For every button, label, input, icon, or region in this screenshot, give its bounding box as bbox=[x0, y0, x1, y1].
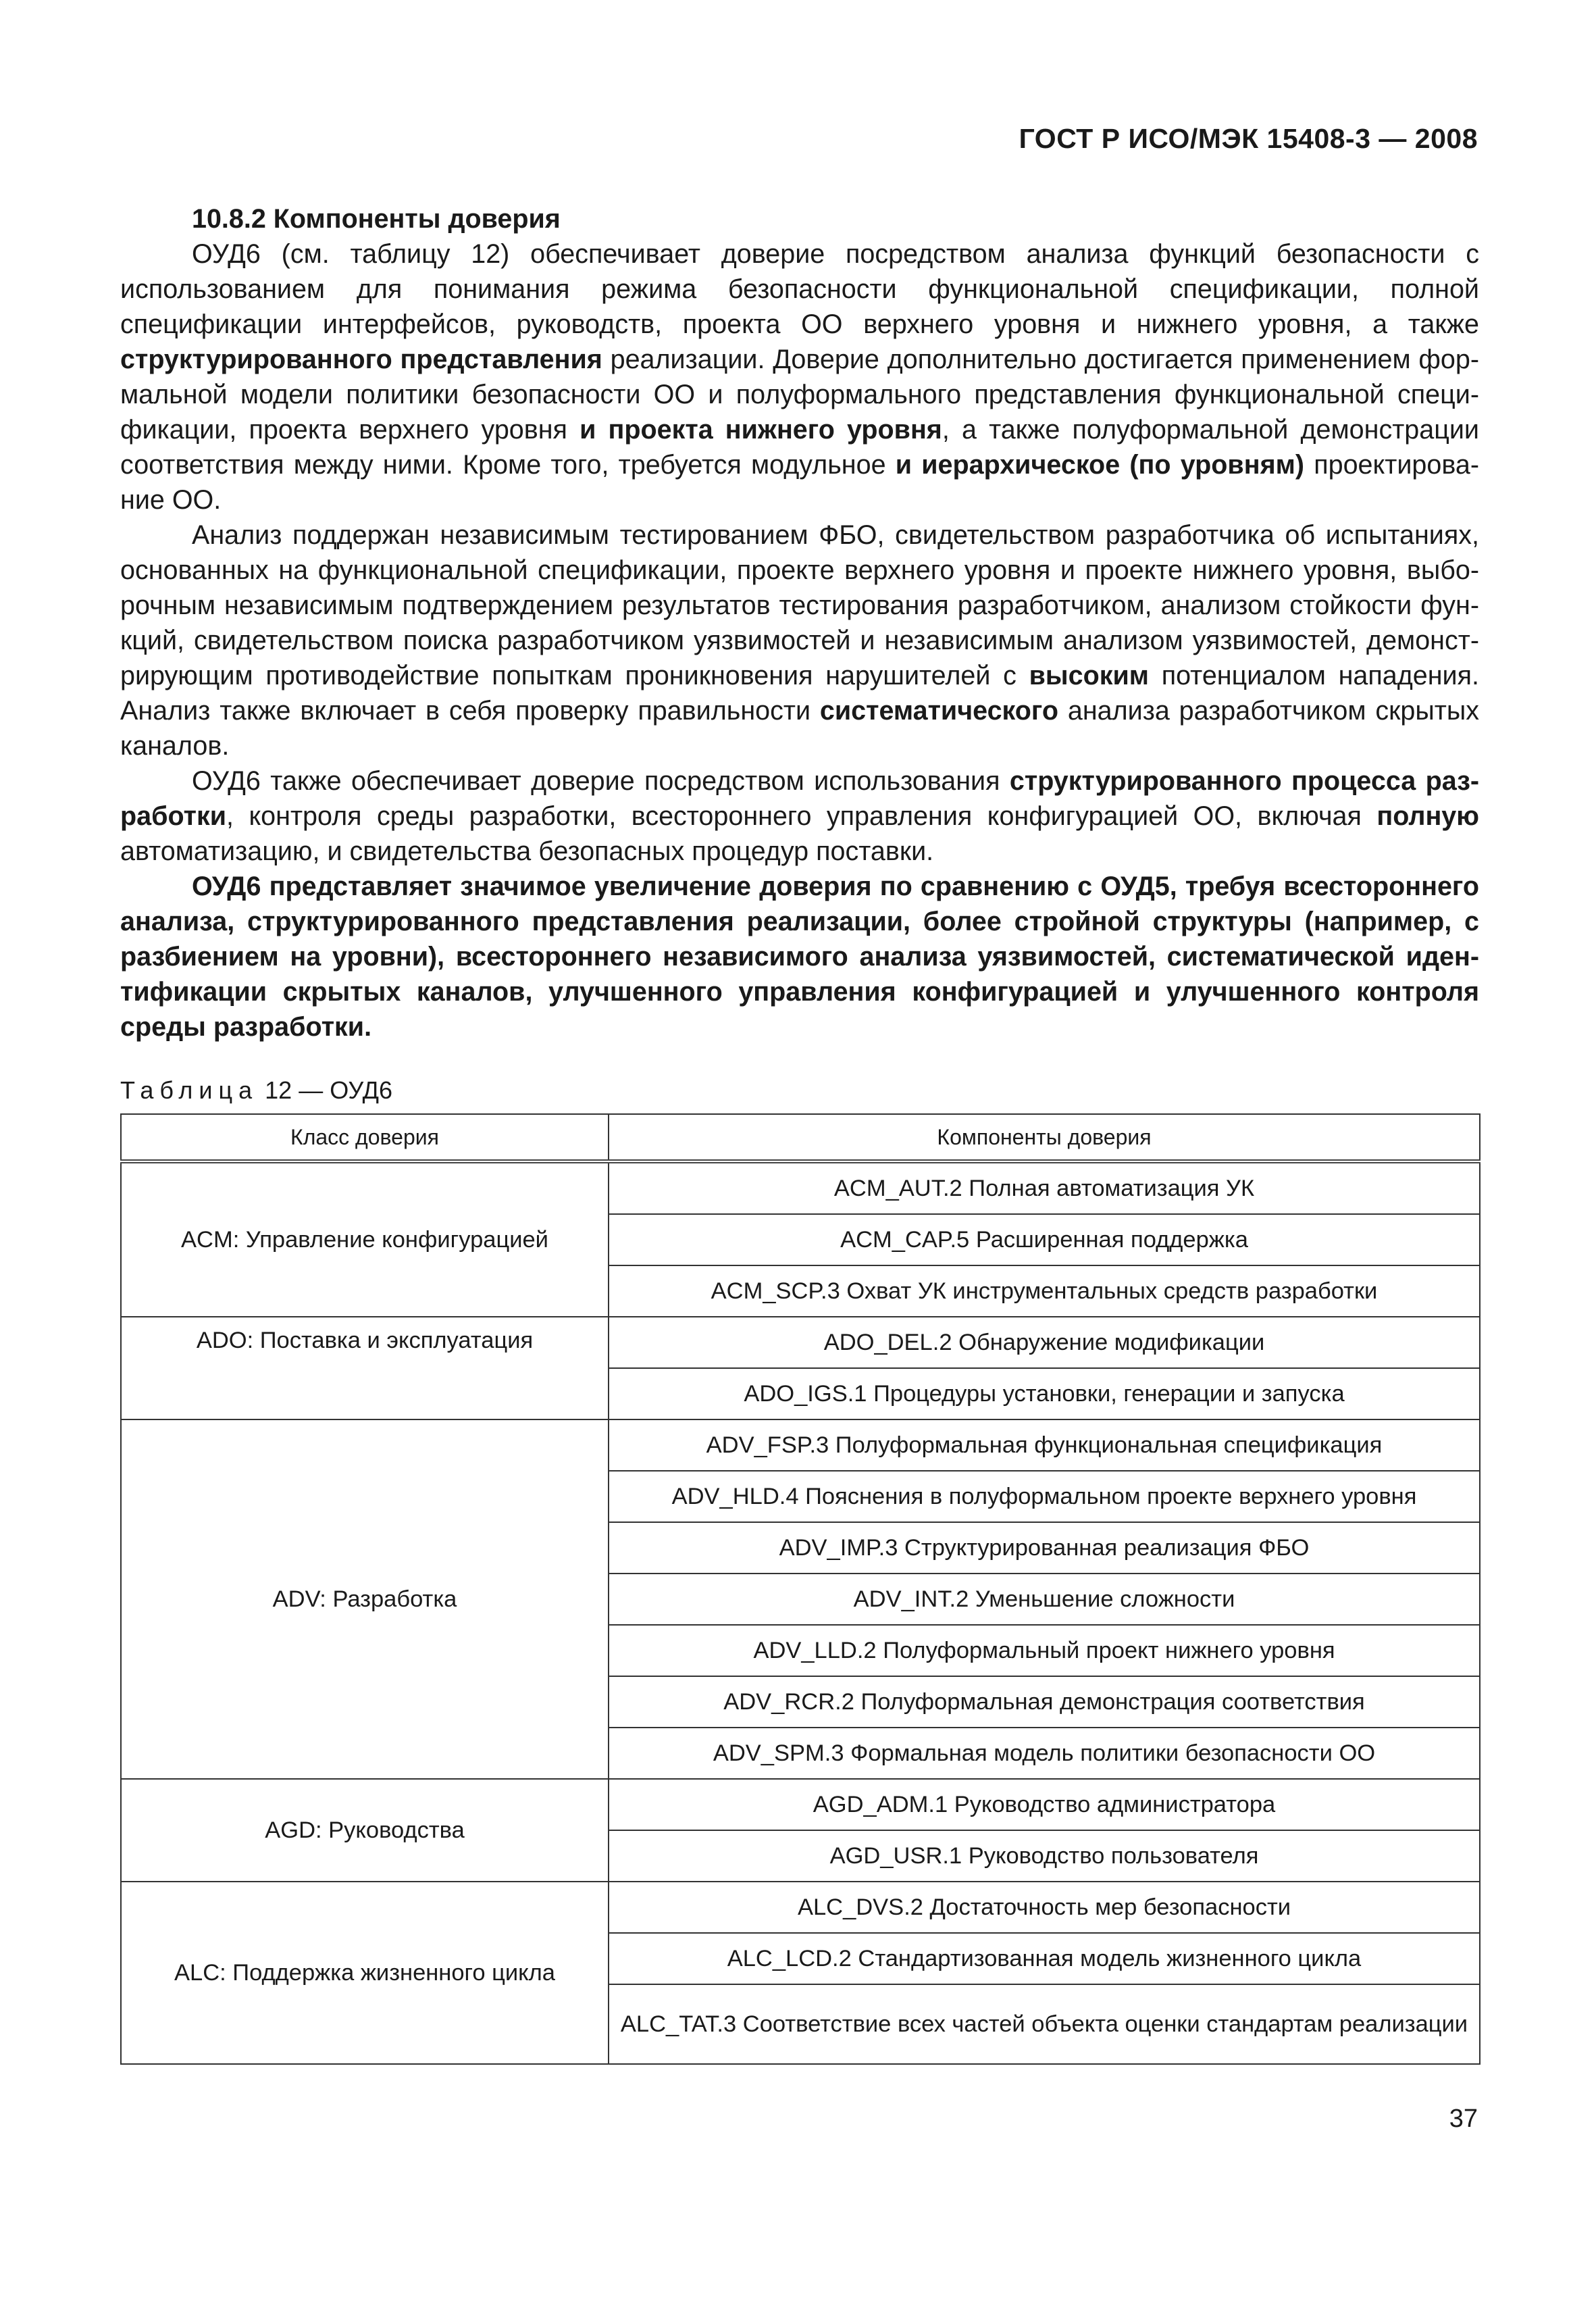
assurance-component-cell: ADV_INT.2 Уменьшение сложности bbox=[609, 1574, 1480, 1625]
table-row bbox=[121, 1161, 1480, 1214]
running-header: ГОСТ Р ИСО/МЭК 15408-3 — 2008 bbox=[1019, 123, 1478, 154]
assurance-components-table bbox=[120, 1113, 1481, 2065]
assurance-class-cell: AGD: Руководства bbox=[121, 1779, 609, 1882]
assurance-component-cell: ADV_LLD.2 Полуформальный проект нижнего уровня bbox=[609, 1625, 1480, 1676]
paragraph-4: ОУД6 представляет значимое увеличение доверия по сравнению с ОУД5, требуя всестороннего анализа, структурированного представления реализации, более стройной структуры (например, с разбиением на уровни), всестороннего независимого анализа уязвимостей, систематической идентификации скрытых каналов, улучшенного управления конфигурацией и улучшенного контроля среды разработки. bbox=[120, 872, 1479, 1042]
text-run: , а также полуформальной демонстрации соответствия между ними. Кроме того, требуется модульное bbox=[120, 415, 1479, 480]
table-caption-word: Таблица bbox=[120, 1076, 259, 1104]
assurance-component-cell: ADO_IGS.1 Процедуры установки, генерации и запуска bbox=[609, 1368, 1480, 1419]
text-run: ОУД6 также обеспечивает доверие посредством использования bbox=[192, 766, 1010, 796]
text-run: потенциалом нападения. Анализ также включает в себя проверку правильности bbox=[120, 661, 1479, 726]
table-header-row bbox=[121, 1114, 1480, 1161]
assurance-component-cell: ALC_DVS.2 Достаточность мер безопасности bbox=[609, 1882, 1480, 1933]
assurance-component-cell: ADV_RCR.2 Полуформальная демонстрация соответствия bbox=[609, 1676, 1480, 1728]
assurance-component-cell: ACM_SCP.3 Охват УК инструментальных средств разработки bbox=[609, 1265, 1480, 1317]
bold-text-run: и иерархическое (по уровням) bbox=[895, 450, 1304, 480]
assurance-class-cell: ALC: Поддержка жизненного цикла bbox=[121, 1882, 609, 2064]
bold-text-run: структурированного представления bbox=[120, 345, 602, 374]
assurance-component-cell: ADV_IMP.3 Структурированная реализация ФБО bbox=[609, 1522, 1480, 1574]
text-run: , контроля среды разработки, всестороннего управления конфигурацией ОО, включая bbox=[226, 801, 1377, 831]
text-run: Анализ поддержан независимым тестированием ФБО, свидетельством разработчика об испытаниях, основанных на функциональной спецификации, проекте верхнего уровня и проекте нижнего уровня, выборочным независимым подтверждением результатов тестирования разработчиком, анализом стойкости функций, свидетельством поиска разработчиком уязвимостей и независимым анализом уязвимостей, демонстрирующим противодействие попыткам проникновения нарушителей с bbox=[120, 520, 1479, 690]
assurance-component-cell: ACM_CAP.5 Расширенная поддержка bbox=[609, 1214, 1480, 1265]
assurance-component-cell: ADO_DEL.2 Обнаружение модификации bbox=[609, 1317, 1480, 1368]
table-caption-number: 12 — ОУД6 bbox=[258, 1076, 393, 1104]
assurance-component-cell: ADV_FSP.3 Полуформальная функциональная спецификация bbox=[609, 1419, 1480, 1471]
assurance-class-cell: ADV: Разработка bbox=[121, 1419, 609, 1779]
bold-text-run: структурированного процесса разработки bbox=[120, 766, 1479, 831]
table-body bbox=[121, 1161, 1480, 2064]
table-caption bbox=[120, 1076, 1479, 1105]
assurance-component-cell: ALC_LCD.2 Стандартизованная модель жизненного цикла bbox=[609, 1933, 1480, 1984]
table-row bbox=[121, 1419, 1480, 1471]
page-number: 37 bbox=[1449, 2105, 1478, 2133]
assurance-component-cell: ADV_SPM.3 Формальная модель политики безопасности ОО bbox=[609, 1728, 1480, 1779]
section-heading: 10.8.2 Компоненты доверия bbox=[192, 204, 561, 234]
text-run: анализа разработчиком скрытых каналов. bbox=[120, 696, 1479, 761]
text-run: автоматизацию, и свидетельства безопасных процедур поставки. bbox=[120, 836, 934, 866]
paragraph-3 bbox=[120, 763, 1479, 869]
paragraph-1 bbox=[120, 236, 1479, 518]
paragraph-2 bbox=[120, 518, 1479, 763]
assurance-component-cell: ADV_HLD.4 Пояснения в полуформальном проекте верхнего уровня bbox=[609, 1471, 1480, 1522]
header-assurance-components: Компоненты доверия bbox=[609, 1114, 1480, 1161]
assurance-component-cell: ACM_AUT.2 Полная автоматизация УК bbox=[609, 1161, 1480, 1214]
page-content bbox=[120, 201, 1479, 2065]
assurance-component-cell: AGD_ADM.1 Руководство администратора bbox=[609, 1779, 1480, 1830]
bold-text-run: систематического bbox=[819, 696, 1058, 726]
assurance-component-cell: AGD_USR.1 Руководство пользователя bbox=[609, 1830, 1480, 1882]
bold-text-run: высоким bbox=[1029, 661, 1149, 690]
text-run: реализации. Доверие дополнительно достигается применением формальной модели политики безопасности ОО и полуформального представления функциональной спецификации, проекта верхнего уровня bbox=[120, 345, 1479, 445]
bold-text-run: и проекта нижнего уровня bbox=[580, 415, 942, 445]
text-run: ОУД6 (см. таблицу 12) обеспечивает доверие посредством анализа функций безопасности с использованием для понимания режима безопасности функциональной спецификации, полной спецификации интерфейсов, руководств, проекта ОО верхнего уровня и нижнего уровня, а также bbox=[120, 239, 1479, 339]
table-row bbox=[121, 1779, 1480, 1830]
assurance-class-cell: ACM: Управление конфигурацией bbox=[121, 1161, 609, 1317]
table-row bbox=[121, 1882, 1480, 1933]
header-assurance-class: Класс доверия bbox=[121, 1114, 609, 1161]
assurance-class-cell: ADO: Поставка и эксплуатация bbox=[121, 1317, 609, 1419]
table-row bbox=[121, 1317, 1480, 1368]
bold-text-run: полную bbox=[1376, 801, 1479, 831]
text-run: проектирование ОО. bbox=[120, 450, 1479, 515]
assurance-component-cell: ALC_TAT.3 Соответствие всех частей объекта оценки стандартам реализации bbox=[609, 1984, 1480, 2064]
